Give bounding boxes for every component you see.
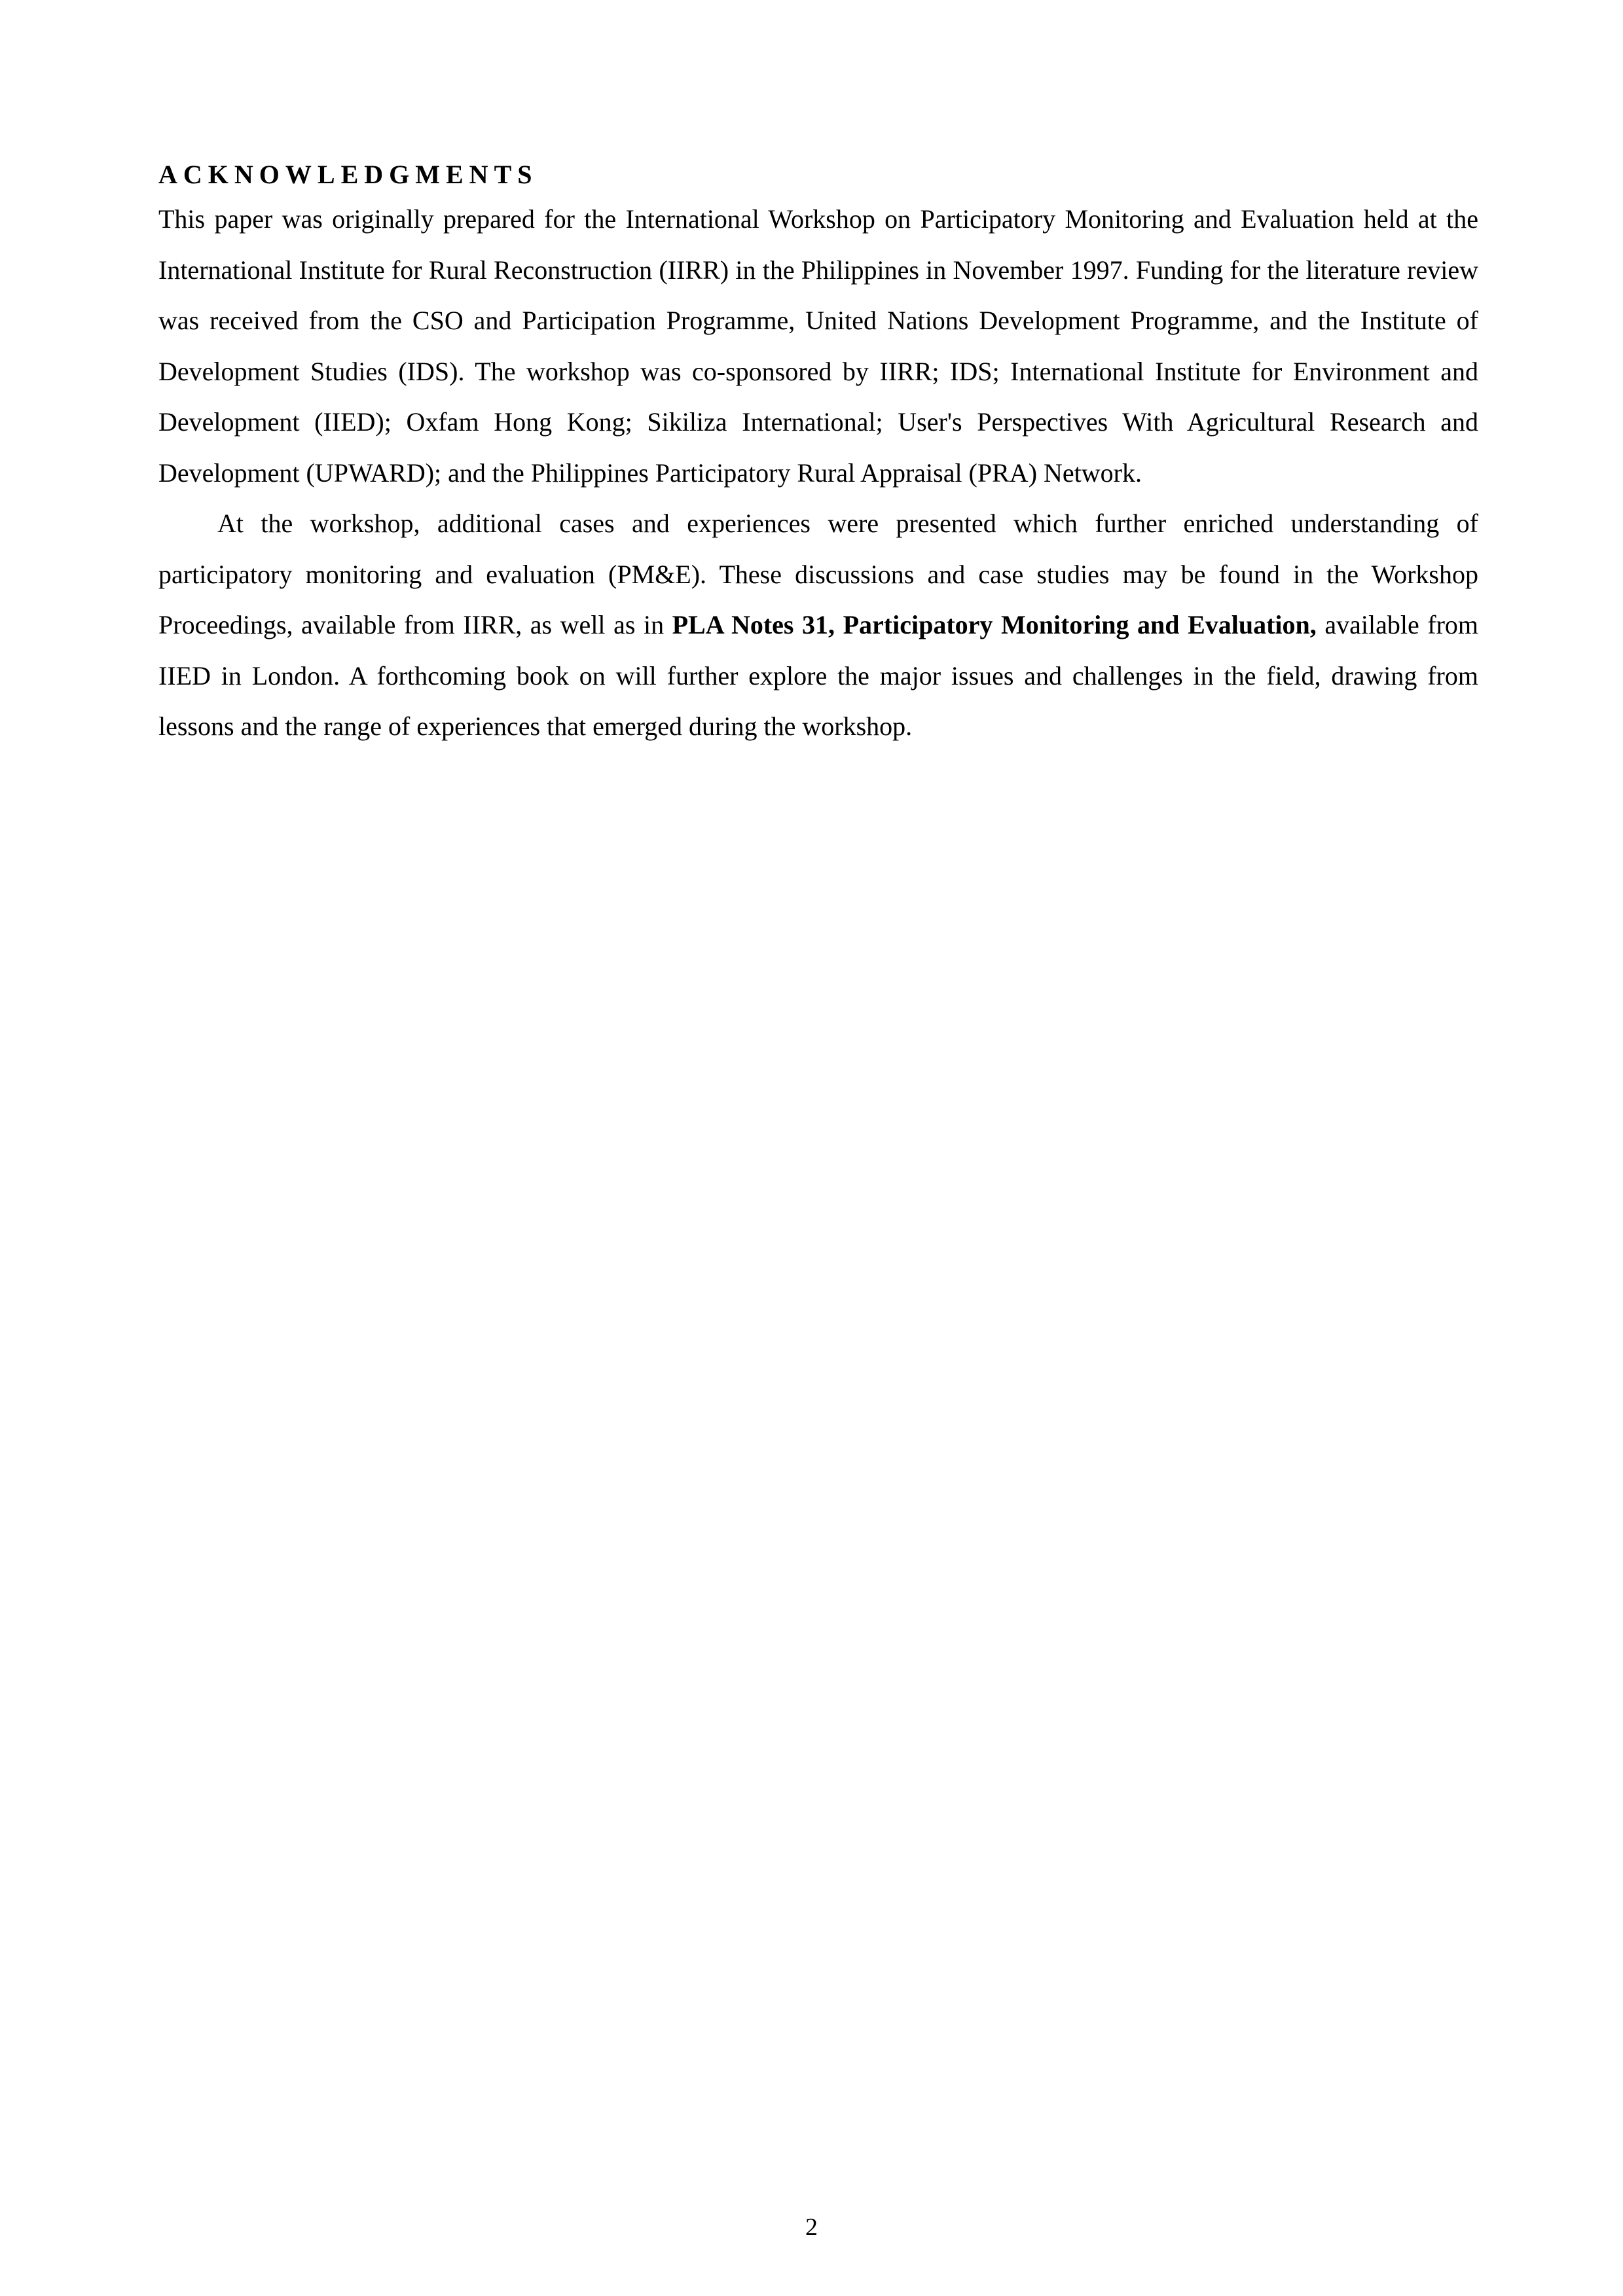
acknowledgments-paragraph-1: This paper was originally prepared for the International Workshop on Participatory Monitoring and Evaluation held at the International Institute for Rural Reconstruction (IIRR) in the Philippines in November 1997. Funding for the literature review was received from the CSO and Participation Programme, United Nations Development Programme, and the Institute of Development Studies (IDS). The workshop was co-sponsored by IIRR; IDS; International Institute for Environment and Development (IIED); Oxfam Hong Kong; Sikiliza International; User's Perspectives With Agricultural Research and Development (UPWARD); and the Philippines Participatory Rural Appraisal (PRA) Network.: [158, 204, 1478, 488]
page-content: [158, 156, 1478, 752]
page-number: 2: [805, 2214, 818, 2241]
pla-notes-citation: PLA Notes 31, Participatory Monitoring and Evaluation,: [672, 610, 1317, 639]
acknowledgments-heading: ACKNOWLEDGMENTS: [158, 160, 538, 189]
paragraph-2-text-end: available from IIED in London. A forthcoming book on will further explore the major issues and challenges in the field, drawing from lessons and the range of experiences that emerged during the workshop.: [158, 610, 1478, 741]
paragraph-2-text-start: At the workshop, additional cases and experiences were presented which further enriched understanding of participatory monitoring and evaluation (PM&E). These discussions and case studies may be found in the Workshop Proceedings, available from IIRR, as well as in: [158, 509, 1478, 639]
acknowledgments-paragraph-2: [158, 498, 1478, 752]
